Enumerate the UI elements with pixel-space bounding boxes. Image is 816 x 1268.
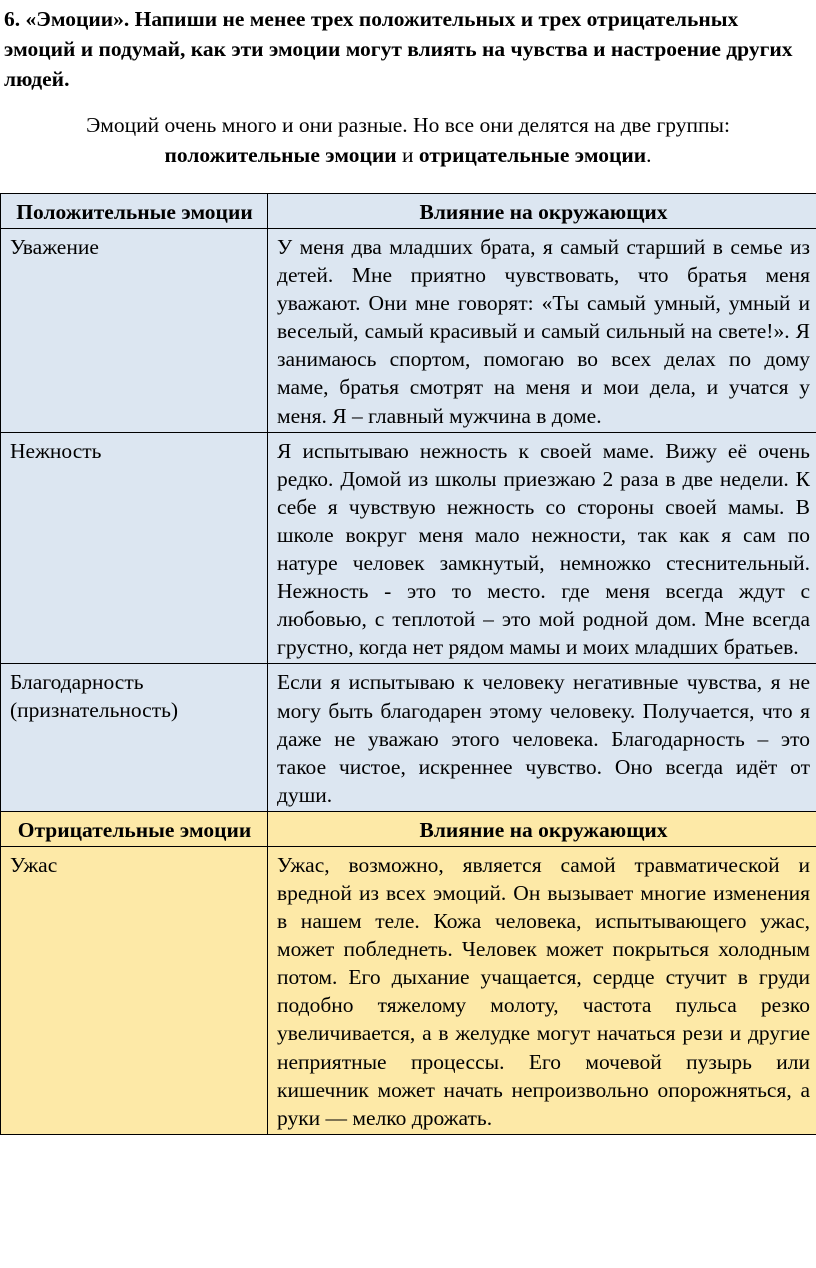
table-row — [1, 664, 816, 811]
negative-header-row — [1, 811, 816, 846]
emotion-name: Уважение — [1, 229, 268, 433]
emotion-influence: У меня два младших брата, я самый старший в семье из детей. Мне приятно чувствовать, что братья меня уважают. Они мне говорят: «Ты самый умный, умный и веселый, самый красивый и самый сильный на свете!». Я занимаюсь спортом, помогаю во всех делах по дому маме, братья смотрят на меня и мои дела, и учатся у меня. Я – главный мужчина в доме. — [268, 229, 816, 433]
emotion-name: Ужас — [1, 846, 268, 1134]
intro-paragraph — [0, 110, 816, 170]
intro-end: . — [646, 143, 652, 167]
intro-text: Эмоций очень много и они разные. Но все они делятся на две группы: — [86, 113, 730, 137]
intro-negative: отрицательные эмоции — [418, 143, 647, 167]
negative-emotions-header: Отрицательные эмоции — [1, 811, 268, 846]
positive-emotions-header: Положительные эмоции — [1, 194, 268, 229]
positive-header-row — [1, 194, 816, 229]
table-row — [1, 846, 816, 1134]
emotion-influence: Если я испытываю к человеку негативные чувства, я не могу быть благодарен этому человеку. Получается, что я даже не уважаю этого человека. Благодарность – это такое чистое, искреннее чувство. Оно всегда идёт от души. — [268, 664, 816, 811]
intro-positive: положительные эмоции — [164, 143, 397, 167]
emotion-influence: Я испытываю нежность к своей маме. Вижу её очень редко. Домой из школы приезжаю 2 раза в две недели. К себе я чувствую нежность со стороны своей мамы. В школе вокруг меня мало нежности, так как я сам по натуре человек замкнутый, немножко стеснительный. Нежность - это то место. где меня всегда ждут с любовью, с теплотой – это мой родной дом. Мне всегда грустно, когда нет рядом мамы и моих младших братьев. — [268, 432, 816, 664]
emotion-name: Нежность — [1, 432, 268, 664]
intro-and: и — [402, 143, 414, 167]
influence-header: Влияние на окружающих — [268, 811, 816, 846]
task-heading: 6. «Эмоции». Напиши не менее трех положительных и трех отрицательных эмоций и подумай, как эти эмоции могут влиять на чувства и настроение других людей. — [4, 7, 793, 91]
table-row — [1, 229, 816, 433]
emotions-table — [0, 193, 816, 1135]
emotion-influence: Ужас, возможно, является самой травматической и вредной из всех эмоций. Он вызывает многие изменения в нашем теле. Кожа человека, испытывающего ужас, может побледнеть. Человек может покрыться холодным потом. Его дыхание учащается, сердце стучит в груди подобно тяжелому молоту, частота пульса резко увеличивается, а в желудке могут начаться рези и другие неприятные процессы. Его мочевой пузырь или кишечник может начать непроизвольно опорожняться, а руки — мелко дрожать. — [268, 846, 816, 1134]
emotion-name: Благодарность (признательность) — [1, 664, 268, 811]
table-row — [1, 432, 816, 664]
influence-header: Влияние на окружающих — [268, 194, 816, 229]
